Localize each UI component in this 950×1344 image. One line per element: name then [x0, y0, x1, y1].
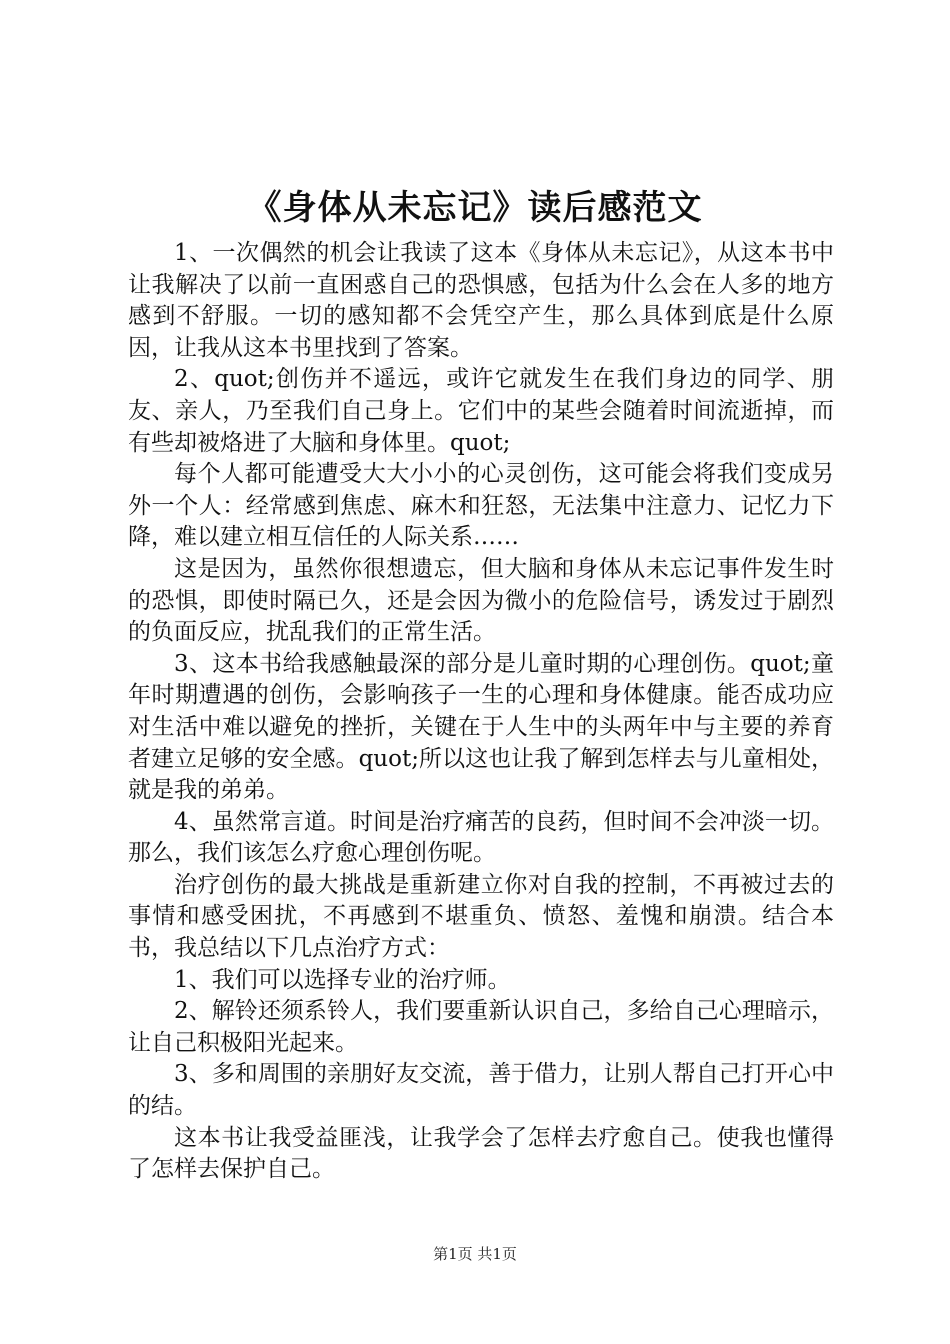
paragraph-8: 1、我们可以选择专业的治疗师。: [174, 966, 511, 993]
paragraph-4: 这是因为，虽然你很想遗忘，但大脑和身体从未忘记事件发生时的恐惧，即使时隔已久，还是会因为微小的危险信号，诱发过于剧烈的负面反应，扰乱我们的正常生活。: [128, 555, 834, 646]
document-title: 《身体从未忘记》读后感范文: [247, 188, 703, 228]
paragraph-10: 3、多和周围的亲朋好友交流，善于借力，让别人帮自己打开心中的结。: [128, 1061, 834, 1120]
paragraph-3: 每个人都可能遭受大大小小的心灵创伤，这可能会将我们变成另外一个人：经常感到焦虑、麻木和狂怒，无法集中注意力、记忆力下降，难以建立相互信任的人际关系……: [128, 461, 834, 551]
paragraph-9: 2、解铃还须系铃人，我们要重新认识自己，多给自己心理暗示，让自己积极阳光起来。: [128, 998, 834, 1056]
document-body: [128, 238, 834, 1186]
paragraph-2: 2、quot;创伤并不遥远，或许它就发生在我们身边的同学、朋友、亲人，乃至我们自己身上。它们中的某些会随着时间流逝掉，而有些却被烙进了大脑和身体里。quot;: [128, 366, 834, 456]
paragraph-7: 治疗创伤的最大挑战是重新建立你对自我的控制，不再被过去的事情和感受困扰，不再感到不堪重负、愤怒、羞愧和崩溃。结合本书，我总结以下几点治疗方式：: [128, 871, 834, 962]
paragraph-6: 4、虽然常言道。时间是治疗痛苦的良药，但时间不会冲淡一切。那么，我们该怎么疗愈心理创伤呢。: [128, 808, 834, 867]
paragraph-1: 1、一次偶然的机会让我读了这本《身体从未忘记》，从这本书中让我解决了以前一直困惑自己的恐惧感，包括为什么会在人多的地方感到不舒服。一切的感知都不会凭空产生，那么具体到底是什么原因，让我从这本书里找到了答案。: [128, 240, 834, 361]
paragraph-5: 3、这本书给我感触最深的部分是儿童时期的心理创伤。quot;童年时期遭遇的创伤，会影响孩子一生的心理和身体健康。能否成功应对生活中难以避免的挫折，关键在于人生中的头两年中与主要的养育者建立足够的安全感。quot;所以这也让我了解到怎样去与儿童相处，就是我的弟弟。: [128, 650, 834, 804]
page-footer: 第1页 共1页: [433, 1245, 517, 1263]
paragraph-11: 这本书让我受益匪浅，让我学会了怎样去疗愈自己。使我也懂得了怎样去保护自己。: [128, 1124, 834, 1183]
